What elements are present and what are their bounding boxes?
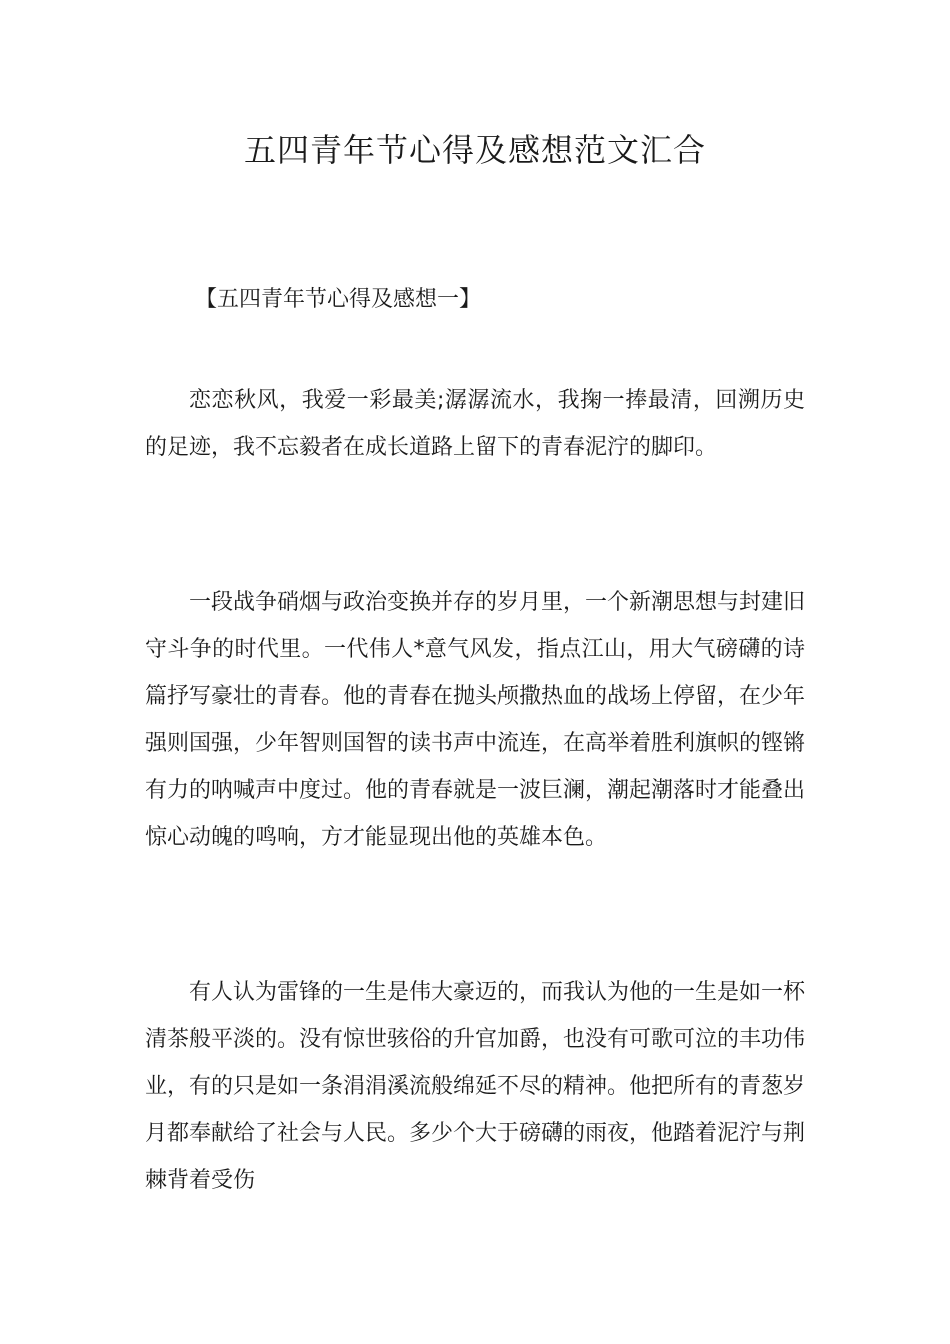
- body-paragraph: 有人认为雷锋的一生是伟大豪迈的，而我认为他的一生是如一杯清茶般平淡的。没有惊世骇俗的升官加爵，也没有可歌可泣的丰功伟业，有的只是如一条涓涓溪流般绵延不尽的精神。他把所有的青葱岁月都奉献给了社会与人民。多少个大于磅礴的雨夜，他踏着泥泞与荆棘背着受伤: [145, 980, 806, 1193]
- body-paragraph: 一段战争硝烟与政治变换并存的岁月里，一个新潮思想与封建旧守斗争的时代里。一代伟人*意气风发，指点江山，用大气磅礴的诗篇抒写豪壮的青春。他的青春在抛头颅撒热血的战场上停留，在少年强则国强，少年智则国智的读书声中流连，在高举着胜利旗帜的铿锵有力的呐喊声中度过。他的青春就是一波巨澜，潮起潮落时才能叠出惊心动魄的鸣响，方才能显现出他的英雄本色。: [145, 590, 806, 850]
- body-paragraph: 恋恋秋风，我爱一彩最美;潺潺流水，我掬一捧最清，回溯历史的足迹，我不忘毅者在成长道路上留下的青春泥泞的脚印。: [145, 388, 805, 460]
- document-title: 五四青年节心得及感想范文汇合: [243, 131, 706, 169]
- section-heading: 【五四青年节心得及感想一】: [195, 287, 482, 312]
